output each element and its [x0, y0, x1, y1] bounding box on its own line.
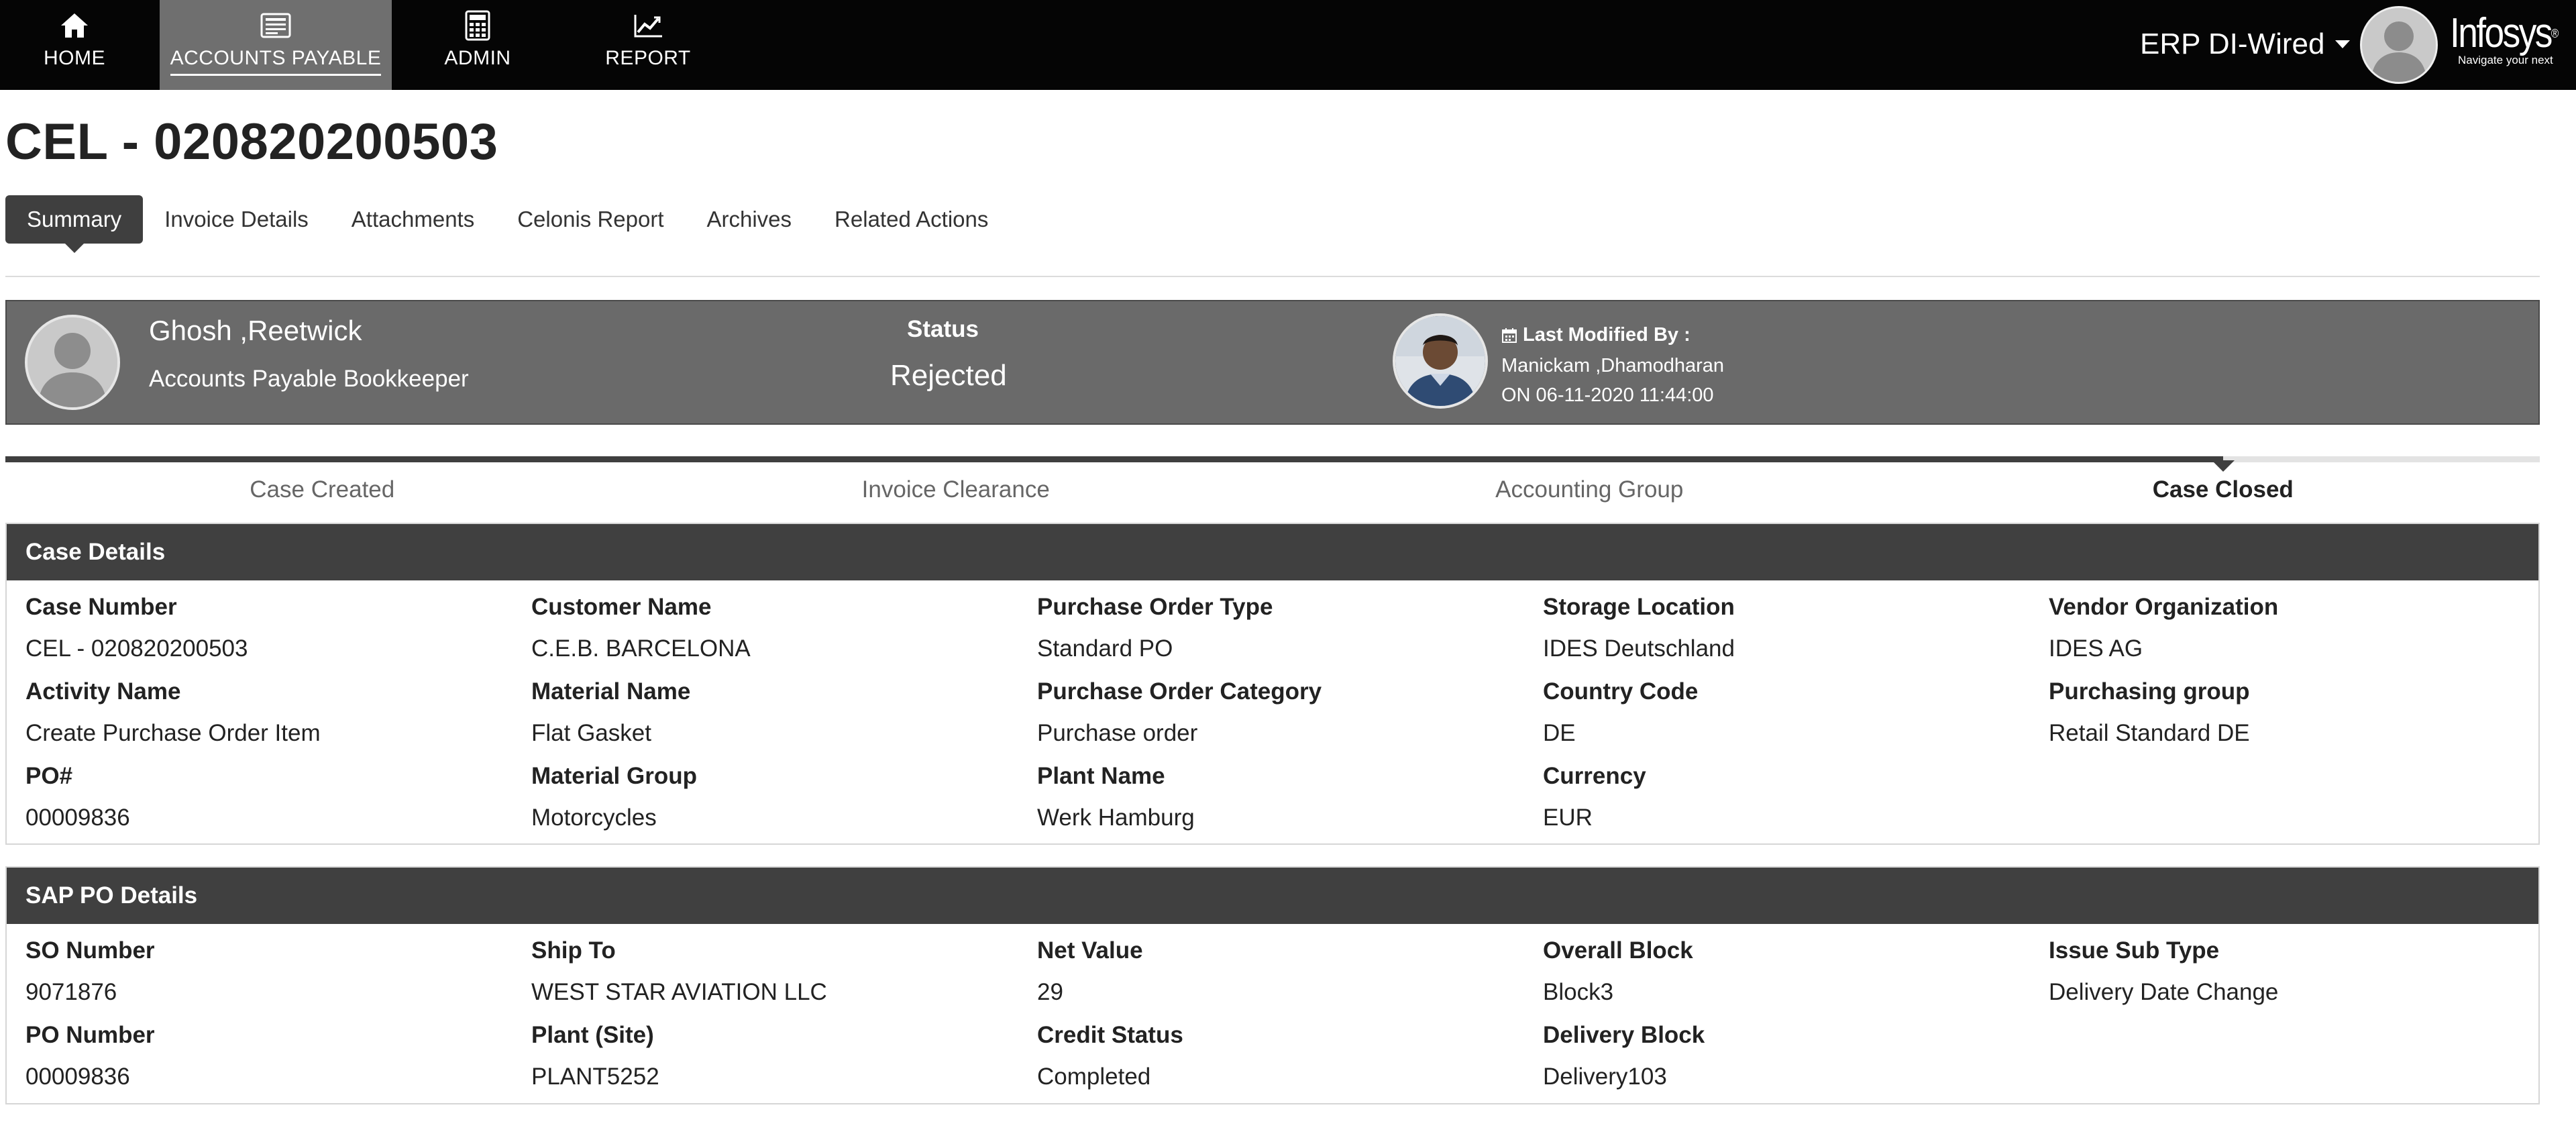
status-value: Rejected	[890, 359, 1007, 392]
calculator-icon	[462, 9, 494, 42]
field-label: Delivery Block	[1543, 1022, 1705, 1048]
field-value: Standard PO	[1037, 635, 1173, 662]
step-case-created: Case Created	[250, 476, 395, 503]
step-case-closed: Case Closed	[2152, 476, 2294, 503]
field-material-group	[531, 763, 697, 831]
field-value: IDES Deutschland	[1543, 635, 1735, 662]
field-label: Storage Location	[1543, 594, 1735, 620]
field-overall-block	[1543, 937, 1693, 1006]
field-country-code	[1543, 678, 1698, 747]
field-value: Create Purchase Order Item	[25, 720, 321, 746]
page-title: CEL - 020820200503	[5, 113, 498, 170]
field-label: Credit Status	[1037, 1022, 1183, 1048]
top-navbar	[0, 0, 2576, 90]
field-value: Retail Standard DE	[2049, 720, 2250, 746]
invoice-icon	[260, 9, 292, 42]
infosys-logo	[2450, 12, 2564, 76]
field-so-number	[25, 937, 155, 1006]
field-value: IDES AG	[2049, 635, 2143, 662]
field-label: Plant (Site)	[531, 1022, 654, 1048]
field-value: Block3	[1543, 979, 1614, 1005]
field-ship-to	[531, 937, 827, 1006]
field-value: WEST STAR AVIATION LLC	[531, 979, 827, 1005]
case-details-header: Case Details	[7, 524, 2538, 580]
field-delivery-block	[1543, 1022, 1705, 1090]
field-label: Issue Sub Type	[2049, 937, 2220, 964]
field-value: C.E.B. BARCELONA	[531, 635, 751, 662]
environment-dropdown[interactable]	[2140, 24, 2350, 64]
field-value: Delivery103	[1543, 1064, 1667, 1090]
field-label: Case Number	[25, 594, 177, 620]
field-value: CEL - 020820200503	[25, 635, 248, 662]
logo-registered-mark: ®	[2551, 27, 2557, 40]
field-purchase-order-type	[1037, 594, 1273, 662]
calendar-icon	[1501, 327, 1517, 344]
nav-admin[interactable]	[421, 0, 534, 90]
field-case-number	[25, 594, 248, 662]
tabs-divider	[5, 276, 2540, 277]
field-label: Country Code	[1543, 678, 1699, 705]
status-label: Status	[907, 316, 979, 342]
field-storage-location	[1543, 594, 1735, 662]
field-credit-status	[1037, 1022, 1183, 1090]
sap-po-details-panel	[5, 866, 2540, 1104]
field-label: Net Value	[1037, 937, 1143, 964]
field-plant-site	[531, 1022, 659, 1090]
field-vendor-organization	[2049, 594, 2278, 662]
field-label: SO Number	[25, 937, 155, 964]
field-label: Ship To	[531, 937, 616, 964]
logo-text: Infosys	[2450, 10, 2551, 56]
field-currency	[1543, 763, 1646, 831]
home-icon	[58, 9, 91, 42]
nav-report-label: REPORT	[605, 47, 691, 69]
last-modified-label-wrap	[1501, 324, 1690, 346]
field-label: Customer Name	[531, 594, 712, 620]
field-label: Plant Name	[1037, 763, 1165, 789]
nav-accounts-payable-label: ACCOUNTS PAYABLE	[170, 47, 382, 76]
last-modified-label: Last Modified By :	[1523, 324, 1690, 346]
sap-po-details-header: SAP PO Details	[7, 868, 2538, 924]
field-customer-name	[531, 594, 751, 662]
summary-banner	[5, 300, 2540, 425]
caret-down-icon	[2335, 40, 2350, 48]
field-value: 00009836	[25, 1064, 130, 1090]
tab-archives[interactable]: Archives	[706, 207, 792, 231]
tab-invoice-details[interactable]: Invoice Details	[164, 207, 309, 231]
nav-admin-label: ADMIN	[444, 47, 511, 69]
field-label: Material Group	[531, 763, 697, 789]
field-label: Currency	[1543, 763, 1646, 789]
field-purchasing-group	[2049, 678, 2250, 747]
owner-role: Accounts Payable Bookkeeper	[149, 366, 469, 392]
nav-home-label: HOME	[44, 47, 105, 69]
nav-report[interactable]	[594, 0, 702, 90]
modifier-avatar	[1393, 313, 1488, 409]
field-label: Vendor Organization	[2049, 594, 2279, 620]
field-value: 9071876	[25, 979, 117, 1005]
tab-related-actions[interactable]: Related Actions	[835, 207, 989, 231]
last-modified-name: Manickam ,Dhamodharan	[1501, 355, 1725, 376]
environment-label: ERP DI-Wired	[2140, 28, 2325, 60]
field-value: Flat Gasket	[531, 720, 651, 746]
field-value: Purchase order	[1037, 720, 1198, 746]
field-label: Purchase Order Category	[1037, 678, 1322, 705]
owner-name: Ghosh ,Reetwick	[149, 315, 362, 346]
logo-tagline: Navigate your next	[2458, 54, 2553, 66]
field-value: DE	[1543, 720, 1576, 746]
user-avatar[interactable]	[2360, 6, 2438, 84]
field-label: Activity Name	[25, 678, 181, 705]
field-label: Overall Block	[1543, 937, 1693, 964]
field-value: Motorcycles	[531, 805, 657, 831]
field-issue-sub-type	[2049, 937, 2278, 1006]
tab-summary[interactable]: Summary	[5, 195, 143, 244]
field-po-number	[25, 1022, 155, 1090]
field-plant-name	[1037, 763, 1195, 831]
field-value: Delivery Date Change	[2049, 979, 2279, 1005]
chart-icon	[632, 9, 664, 42]
tab-celonis-report[interactable]: Celonis Report	[517, 207, 664, 231]
field-label: Purchasing group	[2049, 678, 2250, 705]
tab-attachments[interactable]: Attachments	[351, 207, 475, 231]
nav-home[interactable]	[0, 0, 149, 90]
case-progress-fill	[5, 456, 2223, 462]
field-po-hash	[25, 763, 130, 831]
field-value: PLANT5252	[531, 1064, 659, 1090]
field-net-value	[1037, 937, 1143, 1006]
tab-bar	[5, 195, 1010, 244]
field-label: PO#	[25, 763, 73, 789]
field-material-name	[531, 678, 690, 747]
owner-avatar	[25, 315, 120, 410]
field-value: 00009836	[25, 805, 130, 831]
field-activity-name	[25, 678, 321, 747]
field-value: 29	[1037, 979, 1063, 1005]
nav-accounts-payable[interactable]	[160, 0, 392, 90]
field-label: PO Number	[25, 1022, 155, 1048]
field-purchase-order-category	[1037, 678, 1322, 747]
case-details-panel	[5, 523, 2540, 845]
last-modified-date: ON 06-11-2020 11:44:00	[1501, 384, 1714, 406]
field-value: Completed	[1037, 1064, 1151, 1090]
field-label: Purchase Order Type	[1037, 594, 1273, 620]
field-value: EUR	[1543, 805, 1593, 831]
field-label: Material Name	[531, 678, 691, 705]
step-accounting-group: Accounting Group	[1495, 476, 1684, 503]
current-step-marker	[2212, 460, 2235, 472]
case-progress-track	[5, 456, 2540, 462]
step-invoice-clearance: Invoice Clearance	[861, 476, 1050, 503]
field-value: Werk Hamburg	[1037, 805, 1195, 831]
